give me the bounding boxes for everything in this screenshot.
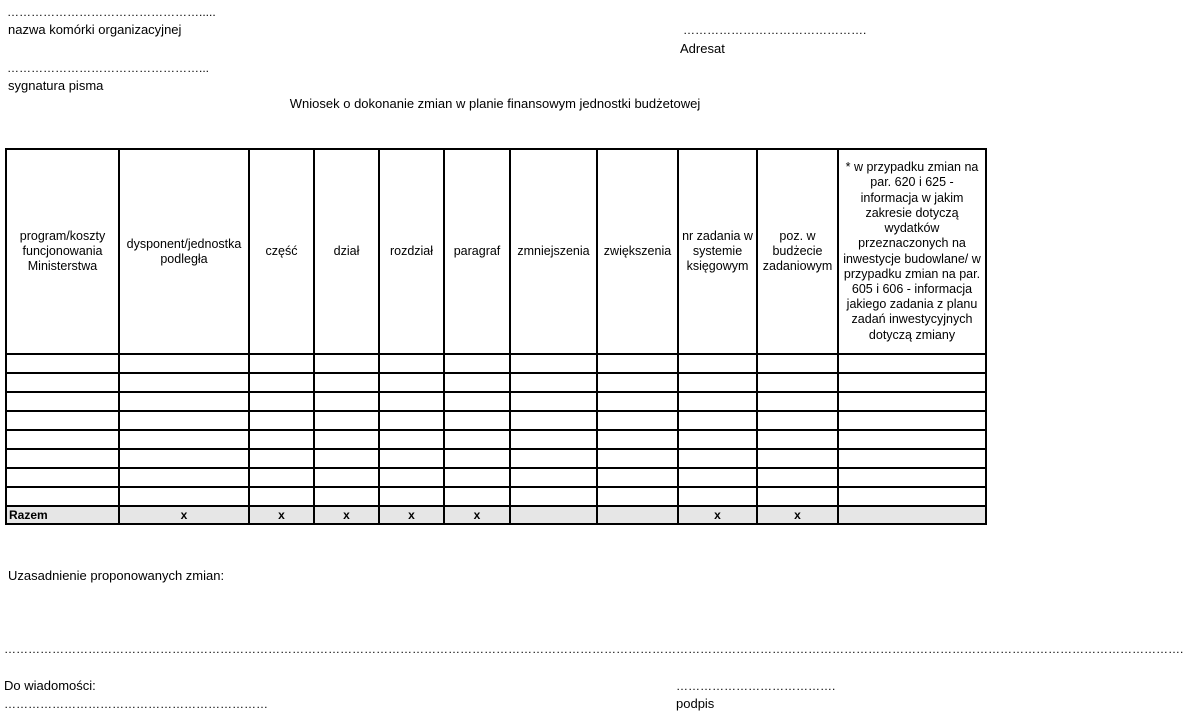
document-title: Wniosek o dokonanie zmian w planie finansowym jednostki budżetowej xyxy=(289,96,701,111)
table-cell[interactable] xyxy=(119,487,249,506)
table-row xyxy=(6,354,986,373)
total-cell: x xyxy=(757,506,838,524)
table-row xyxy=(6,392,986,411)
column-header: zwiększenia xyxy=(597,149,678,354)
table-cell[interactable] xyxy=(249,373,314,392)
table-cell[interactable] xyxy=(314,354,379,373)
table-cell[interactable] xyxy=(444,354,510,373)
table-cell[interactable] xyxy=(6,411,119,430)
table-cell[interactable] xyxy=(597,411,678,430)
table-cell[interactable] xyxy=(757,373,838,392)
table-row xyxy=(6,411,986,430)
table-cell[interactable] xyxy=(119,411,249,430)
table-row xyxy=(6,373,986,392)
table-cell[interactable] xyxy=(678,449,757,468)
table-cell[interactable] xyxy=(314,373,379,392)
table-cell[interactable] xyxy=(379,392,444,411)
column-header-note: * w przypadku zmian na par. 620 i 625 - informacja w jakim zakresie dotyczą wydatków przeznaczonych na inwestycje budowlane/ w przypadku zmian na par. 605 i 606 - informacja jakiego zadania z planu zadań inwestycyjnych dotyczą zmiany xyxy=(838,149,986,354)
table-cell[interactable] xyxy=(379,411,444,430)
justification-dots: ……………………………………………………………………………………………………………………………………………………………………………………………………………………………………………………………………. xyxy=(4,642,1183,656)
table-cell[interactable] xyxy=(444,411,510,430)
table-cell[interactable] xyxy=(444,449,510,468)
table-cell[interactable] xyxy=(838,430,986,449)
total-cell[interactable] xyxy=(510,506,597,524)
table-cell[interactable] xyxy=(6,392,119,411)
table-cell[interactable] xyxy=(314,468,379,487)
table-cell[interactable] xyxy=(444,430,510,449)
table-cell[interactable] xyxy=(838,487,986,506)
column-header: rozdział xyxy=(379,149,444,354)
total-cell[interactable] xyxy=(597,506,678,524)
table-row xyxy=(6,430,986,449)
table-cell[interactable] xyxy=(838,411,986,430)
signature-dots: …………………………………………... xyxy=(7,61,210,75)
table-cell[interactable] xyxy=(838,354,986,373)
table-row xyxy=(6,487,986,506)
table-cell[interactable] xyxy=(6,468,119,487)
table-cell[interactable] xyxy=(119,373,249,392)
signature-label: sygnatura pisma xyxy=(8,78,104,93)
table-cell[interactable] xyxy=(510,411,597,430)
signature-line-dots: …………………………………. xyxy=(676,679,836,693)
table-cell[interactable] xyxy=(597,354,678,373)
table-cell[interactable] xyxy=(597,392,678,411)
unit-name-label: nazwa komórki organizacyjnej xyxy=(8,22,182,37)
table-cell[interactable] xyxy=(444,487,510,506)
total-cell: x xyxy=(314,506,379,524)
table-cell[interactable] xyxy=(444,392,510,411)
table-cell[interactable] xyxy=(249,487,314,506)
table-cell[interactable] xyxy=(838,373,986,392)
table-cell[interactable] xyxy=(510,392,597,411)
table-cell[interactable] xyxy=(119,430,249,449)
table-cell[interactable] xyxy=(444,468,510,487)
table-cell[interactable] xyxy=(510,373,597,392)
column-header: część xyxy=(249,149,314,354)
total-cell: x xyxy=(379,506,444,524)
table-cell[interactable] xyxy=(838,449,986,468)
table-row xyxy=(6,449,986,468)
table-cell[interactable] xyxy=(678,487,757,506)
table-cell[interactable] xyxy=(757,468,838,487)
table-cell[interactable] xyxy=(597,487,678,506)
total-row xyxy=(6,506,986,524)
table-cell[interactable] xyxy=(379,354,444,373)
cc-dots: ………………………………………………………… xyxy=(4,697,268,711)
column-header: dział xyxy=(314,149,379,354)
table-cell[interactable] xyxy=(510,449,597,468)
table-cell[interactable] xyxy=(678,411,757,430)
table-cell[interactable] xyxy=(119,468,249,487)
table-cell[interactable] xyxy=(119,449,249,468)
table-cell[interactable] xyxy=(249,392,314,411)
column-header: paragraf xyxy=(444,149,510,354)
table-cell[interactable] xyxy=(249,468,314,487)
table-cell[interactable] xyxy=(6,487,119,506)
table-cell[interactable] xyxy=(379,373,444,392)
table-cell[interactable] xyxy=(6,430,119,449)
cc-label: Do wiadomości: xyxy=(4,678,96,693)
column-header: program/koszty funcjonowania Ministerstwa xyxy=(6,149,119,354)
table-cell[interactable] xyxy=(510,487,597,506)
table-cell[interactable] xyxy=(510,354,597,373)
table-cell[interactable] xyxy=(757,430,838,449)
total-cell: x xyxy=(444,506,510,524)
column-header: nr zadania w systemie księgowym xyxy=(678,149,757,354)
total-cell: x xyxy=(678,506,757,524)
total-cell: x xyxy=(249,506,314,524)
column-header: poz. w budżecie zadaniowym xyxy=(757,149,838,354)
table-cell[interactable] xyxy=(838,468,986,487)
table-cell[interactable] xyxy=(314,430,379,449)
table-cell[interactable] xyxy=(678,354,757,373)
table-cell[interactable] xyxy=(119,354,249,373)
table-cell[interactable] xyxy=(314,411,379,430)
total-cell: x xyxy=(119,506,249,524)
table-cell[interactable] xyxy=(6,373,119,392)
total-label: Razem xyxy=(6,506,119,524)
table-cell[interactable] xyxy=(379,468,444,487)
table-cell[interactable] xyxy=(314,392,379,411)
table-cell[interactable] xyxy=(119,392,249,411)
table-cell[interactable] xyxy=(510,430,597,449)
table-cell[interactable] xyxy=(597,468,678,487)
justification-label: Uzasadnienie proponowanych zmian: xyxy=(8,568,225,583)
table-cell[interactable] xyxy=(597,373,678,392)
table-cell[interactable] xyxy=(678,373,757,392)
table-cell[interactable] xyxy=(510,468,597,487)
header-row xyxy=(6,149,986,354)
column-header: zmniejszenia xyxy=(510,149,597,354)
addressee-dots: ………………………………………. xyxy=(683,23,867,37)
table-cell[interactable] xyxy=(757,392,838,411)
table-cell[interactable] xyxy=(678,392,757,411)
table-cell[interactable] xyxy=(249,449,314,468)
table-cell[interactable] xyxy=(678,468,757,487)
unit-name-dots: …………………………………………..... xyxy=(7,5,216,19)
table-cell[interactable] xyxy=(379,430,444,449)
table-cell[interactable] xyxy=(597,430,678,449)
table-cell[interactable] xyxy=(249,411,314,430)
column-header: dysponent/jednostka podległa xyxy=(119,149,249,354)
table-cell[interactable] xyxy=(314,487,379,506)
signature-line-label: podpis xyxy=(676,696,715,711)
table-cell[interactable] xyxy=(249,430,314,449)
table-cell[interactable] xyxy=(838,392,986,411)
table-cell[interactable] xyxy=(757,354,838,373)
table-cell[interactable] xyxy=(314,449,379,468)
table-cell[interactable] xyxy=(6,449,119,468)
table-cell[interactable] xyxy=(379,449,444,468)
table-row xyxy=(6,468,986,487)
table-cell[interactable] xyxy=(757,449,838,468)
table-cell[interactable] xyxy=(597,449,678,468)
budget-change-table xyxy=(5,148,987,525)
total-cell[interactable] xyxy=(838,506,986,524)
addressee-label: Adresat xyxy=(680,41,725,56)
table-cell[interactable] xyxy=(379,487,444,506)
table-cell[interactable] xyxy=(757,487,838,506)
table-cell[interactable] xyxy=(249,354,314,373)
table-cell[interactable] xyxy=(678,430,757,449)
table-cell[interactable] xyxy=(444,373,510,392)
table-cell[interactable] xyxy=(757,411,838,430)
table-cell[interactable] xyxy=(6,354,119,373)
